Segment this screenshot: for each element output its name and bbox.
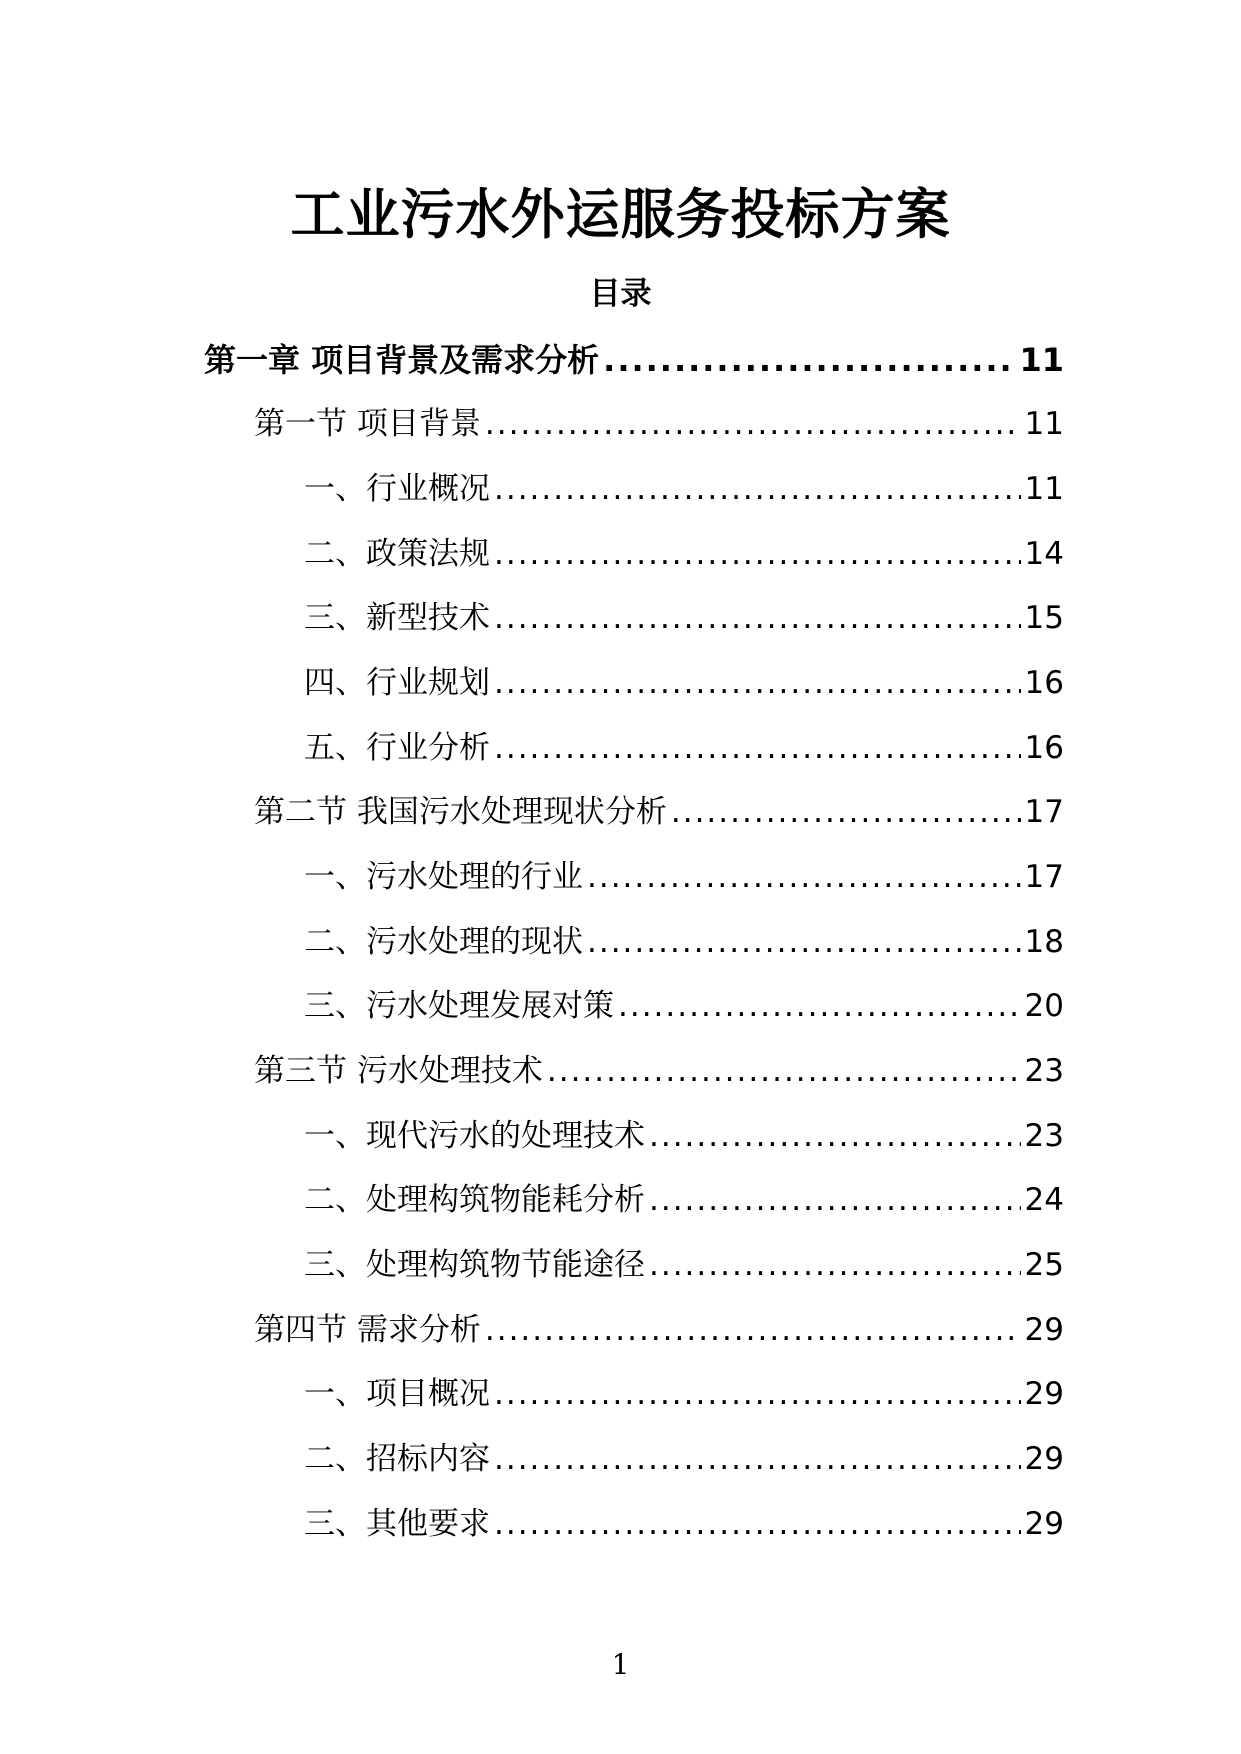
toc-dot-leader <box>494 1502 1021 1546</box>
toc-entry-label: 第一节 项目背景 <box>254 406 481 442</box>
toc-entry-page: 20 <box>1024 988 1064 1024</box>
toc-entry-label: 三、处理构筑物节能途径 <box>304 1247 645 1283</box>
toc-dot-leader <box>485 402 1021 446</box>
toc-dot-leader <box>649 1243 1021 1287</box>
toc-entry-label: 第三节 污水处理技术 <box>254 1053 543 1089</box>
toc-entry-subsection[interactable] <box>304 920 1064 964</box>
toc-entry-label: 四、行业规划 <box>304 665 490 701</box>
toc-entry-chapter-1[interactable] <box>204 338 1064 382</box>
toc-dot-leader <box>494 1372 1021 1416</box>
toc-heading: 目录 <box>589 276 652 312</box>
toc-entry-subsection[interactable] <box>304 1372 1064 1416</box>
toc-dot-leader <box>649 1114 1021 1158</box>
toc-entry-section-2[interactable] <box>254 790 1064 834</box>
toc-entry-page: 29 <box>1024 1312 1064 1348</box>
toc-entry-page: 16 <box>1024 665 1064 701</box>
toc-entry-page: 29 <box>1024 1441 1064 1477</box>
toc-entry-page: 14 <box>1024 536 1064 572</box>
toc-entry-subsection[interactable] <box>304 1437 1064 1481</box>
toc-entry-subsection[interactable] <box>304 1178 1064 1222</box>
toc-entry-page: 11 <box>1024 406 1064 442</box>
toc-entry-label: 一、行业概况 <box>304 471 490 507</box>
toc-entry-page: 11 <box>1024 471 1064 507</box>
toc-entry-subsection[interactable] <box>304 1114 1064 1158</box>
toc-dot-leader <box>671 790 1021 834</box>
page-number: 1 <box>611 1648 630 1681</box>
toc-entry-label: 三、污水处理发展对策 <box>304 988 614 1024</box>
toc-entry-page: 29 <box>1024 1376 1064 1412</box>
toc-entry-label: 二、政策法规 <box>304 536 490 572</box>
toc-entry-page: 17 <box>1024 794 1064 830</box>
toc-entry-label: 一、项目概况 <box>304 1376 490 1412</box>
toc-dot-leader <box>603 338 1015 382</box>
toc-entry-label: 二、招标内容 <box>304 1441 490 1477</box>
toc-entry-subsection[interactable] <box>304 984 1064 1028</box>
toc-entry-page: 16 <box>1024 730 1064 766</box>
toc-entry-section-4[interactable] <box>254 1308 1064 1352</box>
toc-entry-subsection[interactable] <box>304 1502 1064 1546</box>
toc-entry-label: 二、处理构筑物能耗分析 <box>304 1182 645 1218</box>
toc-dot-leader <box>547 1049 1021 1093</box>
toc-entry-section-3[interactable] <box>254 1049 1064 1093</box>
toc-entry-subsection[interactable] <box>304 661 1064 705</box>
toc-entry-subsection[interactable] <box>304 467 1064 511</box>
toc-entry-label: 三、新型技术 <box>304 600 490 636</box>
toc-dot-leader <box>587 920 1021 964</box>
document-title: 工业污水外运服务投标方案 <box>290 183 951 246</box>
toc-dot-leader <box>587 855 1021 899</box>
toc-entry-subsection[interactable] <box>304 726 1064 770</box>
toc-entry-label: 二、污水处理的现状 <box>304 924 583 960</box>
toc-entry-page: 18 <box>1024 924 1064 960</box>
toc-entry-label: 一、现代污水的处理技术 <box>304 1118 645 1154</box>
toc-dot-leader <box>485 1308 1021 1352</box>
toc-entry-page: 24 <box>1024 1182 1064 1218</box>
toc-entry-page: 25 <box>1024 1247 1064 1283</box>
toc-dot-leader <box>649 1178 1021 1222</box>
toc-dot-leader <box>494 1437 1021 1481</box>
toc-entry-page: 15 <box>1024 600 1064 636</box>
toc-entry-section-1[interactable] <box>254 402 1064 446</box>
toc-entry-subsection[interactable] <box>304 596 1064 640</box>
toc-dot-leader <box>494 596 1021 640</box>
toc-entry-page: 29 <box>1024 1506 1064 1542</box>
toc-entry-page: 11 <box>1019 341 1064 379</box>
toc-entry-page: 23 <box>1024 1118 1064 1154</box>
toc-entry-page: 17 <box>1024 859 1064 895</box>
toc-entry-subsection[interactable] <box>304 532 1064 576</box>
toc-dot-leader <box>494 726 1021 770</box>
toc-dot-leader <box>618 984 1021 1028</box>
toc-entry-label: 第一章 项目背景及需求分析 <box>204 341 600 379</box>
toc-entry-label: 五、行业分析 <box>304 730 490 766</box>
toc-entry-subsection[interactable] <box>304 855 1064 899</box>
toc-dot-leader <box>494 661 1021 705</box>
toc-dot-leader <box>494 467 1021 511</box>
toc-entry-subsection[interactable] <box>304 1243 1064 1287</box>
toc-entry-label: 第二节 我国污水处理现状分析 <box>254 794 667 830</box>
toc-entry-label: 一、污水处理的行业 <box>304 859 583 895</box>
toc-dot-leader <box>494 532 1021 576</box>
toc-entry-label: 三、其他要求 <box>304 1506 490 1542</box>
toc-entry-label: 第四节 需求分析 <box>254 1312 481 1348</box>
toc-entry-page: 23 <box>1024 1053 1064 1089</box>
